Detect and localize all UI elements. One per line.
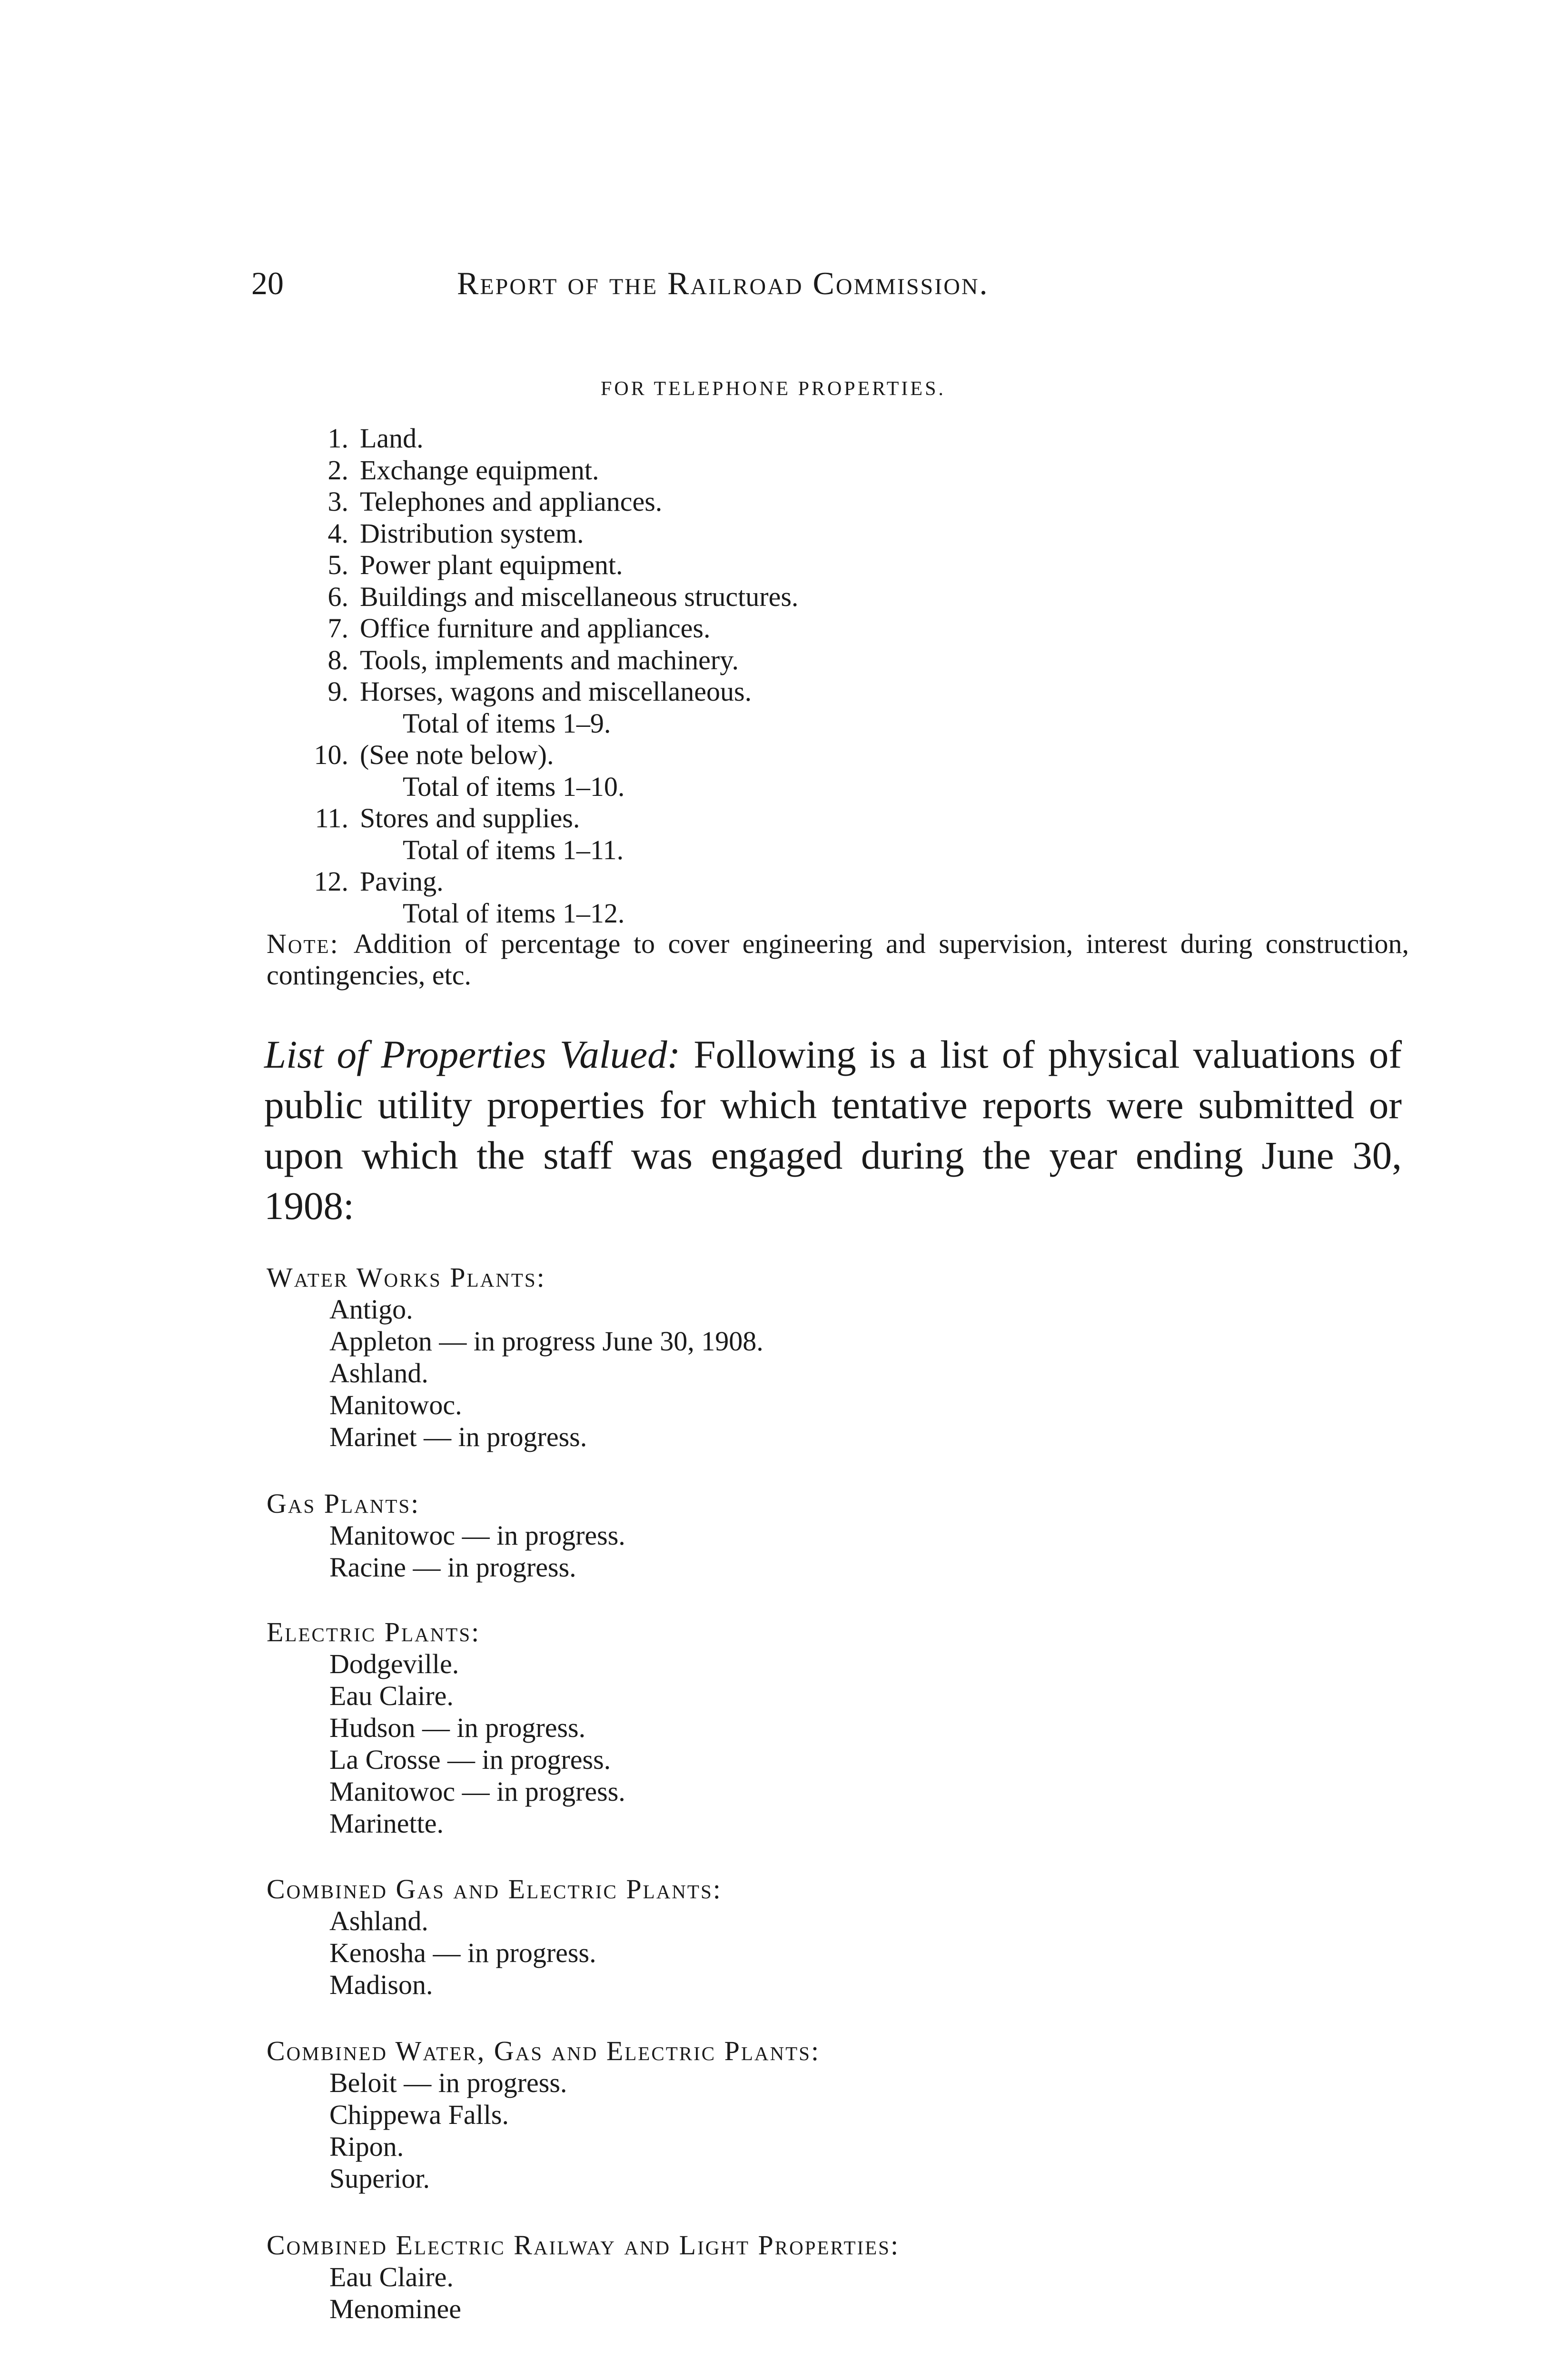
list-item [267,486,798,518]
section-entries [267,1293,763,1453]
note-text: Addition of percentage to cover engineering and supervision, interest during construction, contingencies, etc. [267,928,1409,991]
section-combined-railway-light [267,2229,900,2325]
intro-text: Following is a list of physical valuations of public utility properties for which tentative reports were submitted or upon which the staff was engaged during the year ending June 30, 1908: [264,1032,1402,1228]
item-number: 10. [314,739,348,770]
list-item: Ashland. [329,1358,428,1388]
list-item: Dodgeville. [329,1648,459,1679]
list-item: Manitowoc — in progress. [329,1776,625,1807]
list-item: Kenosha — in progress. [329,1937,596,1968]
item-number: 11. [315,803,348,833]
item-number: 9. [327,676,348,707]
list-item [267,549,798,581]
list-item [267,455,798,486]
section-combined-water-gas-electric [267,2035,820,2194]
item-number: 3. [327,486,348,517]
list-item: Marinette. [329,1808,444,1839]
list-item [267,739,798,771]
list-item: Hudson — in progress. [329,1712,586,1743]
item-label: Buildings and miscellaneous structures. [360,581,799,612]
list-item: Appleton — in progress June 30, 1908. [329,1326,763,1357]
section-combined-gas-electric [267,1873,722,2001]
item-label: Paving. [360,866,444,897]
list-item: Ripon. [329,2131,404,2162]
list-item: La Crosse — in progress. [329,1744,611,1775]
item-label: Distribution system. [360,517,584,549]
item-number: 5. [327,549,348,580]
item-number: 8. [327,644,348,675]
list-item: Chippewa Falls. [329,2099,509,2130]
section-entries [267,1648,625,1839]
section-water-works [267,1261,763,1453]
item-label: Stores and supplies. [360,803,580,833]
intro-lead: List of Properties Valued: [264,1032,681,1076]
list-item: Superior. [329,2163,430,2194]
list-item: Racine — in progress. [329,1552,576,1583]
section-electric-plants [267,1616,625,1839]
telephone-note [267,928,1409,991]
section-gas-plants [267,1488,625,1583]
item-number: 4. [327,517,348,549]
item-label: (See note below). [360,739,554,770]
item-number: 1. [327,423,348,454]
list-item [267,518,798,550]
section-entries [267,2067,820,2194]
item-label: Office furniture and appliances. [360,613,711,644]
telephone-account-list [267,423,798,929]
list-item: Antigo. [329,1294,413,1325]
total-line: Total of items 1–12. [403,897,625,929]
list-item: Menominee [329,2293,462,2324]
list-item [267,803,798,834]
item-label: Tools, implements and machinery. [360,644,739,675]
total-line: Total of items 1–9. [403,707,611,739]
list-item: Ashland. [329,1905,428,1936]
list-item: Beloit — in progress. [329,2067,567,2098]
section-heading: Combined Gas and Electric Plants: [267,1874,722,1904]
list-item: Manitowoc — in progress. [329,1520,625,1551]
total-line: Total of items 1–11. [403,834,624,865]
section-entries [267,1519,625,1583]
intro-paragraph [264,1029,1402,1231]
section-entries [267,2261,900,2325]
section-entries [267,1905,722,2001]
running-title: Report of the Railroad Commission. [457,265,989,301]
list-item [267,676,798,708]
list-item: Marinet — in progress. [329,1421,587,1452]
list-item [267,613,798,645]
item-label: Power plant equipment. [360,549,623,580]
note-label: Note: [267,928,339,959]
total-line: Total of items 1–10. [403,771,625,802]
list-item [267,645,798,676]
item-label: Horses, wagons and miscellaneous. [360,676,752,707]
item-number: 6. [327,581,348,612]
list-item: Eau Claire. [329,1680,454,1711]
section-heading: Electric Plants: [267,1616,481,1647]
item-number: 12. [314,866,348,897]
item-number: 2. [327,454,348,486]
list-item: Madison. [329,1969,433,2000]
item-number: 7. [327,613,348,644]
list-item: Eau Claire. [329,2261,454,2292]
item-label: Telephones and appliances. [360,486,663,517]
item-label: Exchange equipment. [360,454,599,486]
section-heading: Combined Water, Gas and Electric Plants: [267,2035,821,2066]
list-item: Manitowoc. [329,1389,462,1420]
telephone-heading: FOR TELEPHONE PROPERTIES. [601,378,946,400]
list-item [267,866,798,898]
page-number: 20 [251,265,284,301]
item-label: Land. [360,423,424,454]
section-heading: Gas Plants: [267,1488,420,1519]
section-heading: Combined Electric Railway and Light Properties: [267,2230,900,2261]
list-item [267,423,798,455]
section-heading: Water Works Plants: [267,1262,546,1293]
list-item [267,581,798,613]
